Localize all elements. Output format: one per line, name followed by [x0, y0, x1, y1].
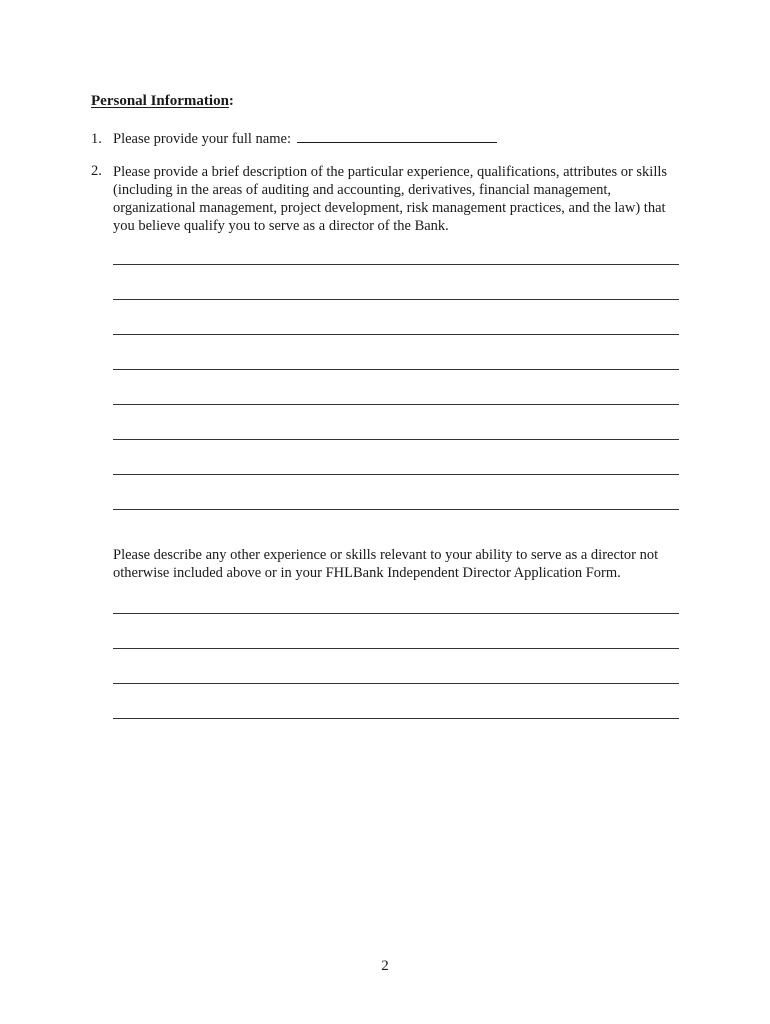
qualifications-answer-line-2[interactable]: [113, 299, 679, 300]
qualifications-answer-line-6[interactable]: [113, 439, 679, 440]
other-experience-answer-line-1[interactable]: [113, 613, 679, 614]
full-name-field[interactable]: [297, 128, 497, 143]
qualifications-answer-line-7[interactable]: [113, 474, 679, 475]
question-number: 2.: [91, 163, 102, 179]
qualifications-answer-line-1[interactable]: [113, 264, 679, 265]
page-number: 2: [381, 958, 389, 974]
question-number: 1.: [91, 131, 102, 147]
other-experience-answer-line-2[interactable]: [113, 648, 679, 649]
qualifications-answer-line-8[interactable]: [113, 509, 679, 510]
section-heading-colon: :: [228, 93, 234, 109]
qualifications-answer-line-5[interactable]: [113, 404, 679, 405]
qualifications-answer-line-3[interactable]: [113, 334, 679, 335]
other-experience-answer-line-4[interactable]: [113, 718, 679, 719]
question-text: Please provide a brief description of the particular experience, qualifications, attributes or skills (including in the areas of auditing and accounting, derivatives, financial management, organizational management, project development, risk management practices, and the law) that you believe qualify you to serve as a director of the Bank.: [113, 164, 668, 234]
other-experience-answer-line-3[interactable]: [113, 683, 679, 684]
section-heading: [91, 93, 234, 110]
question-text: Please provide your full name:: [113, 131, 291, 147]
question-full-name: [91, 128, 497, 148]
other-experience-prompt: Please describe any other experience or skills relevant to your ability to serve as a director not otherwise included above or in your FHLBank Independent Director Application Form.: [113, 547, 659, 581]
section-heading-text: Personal Information: [91, 93, 229, 109]
qualifications-answer-line-4[interactable]: [113, 369, 679, 370]
